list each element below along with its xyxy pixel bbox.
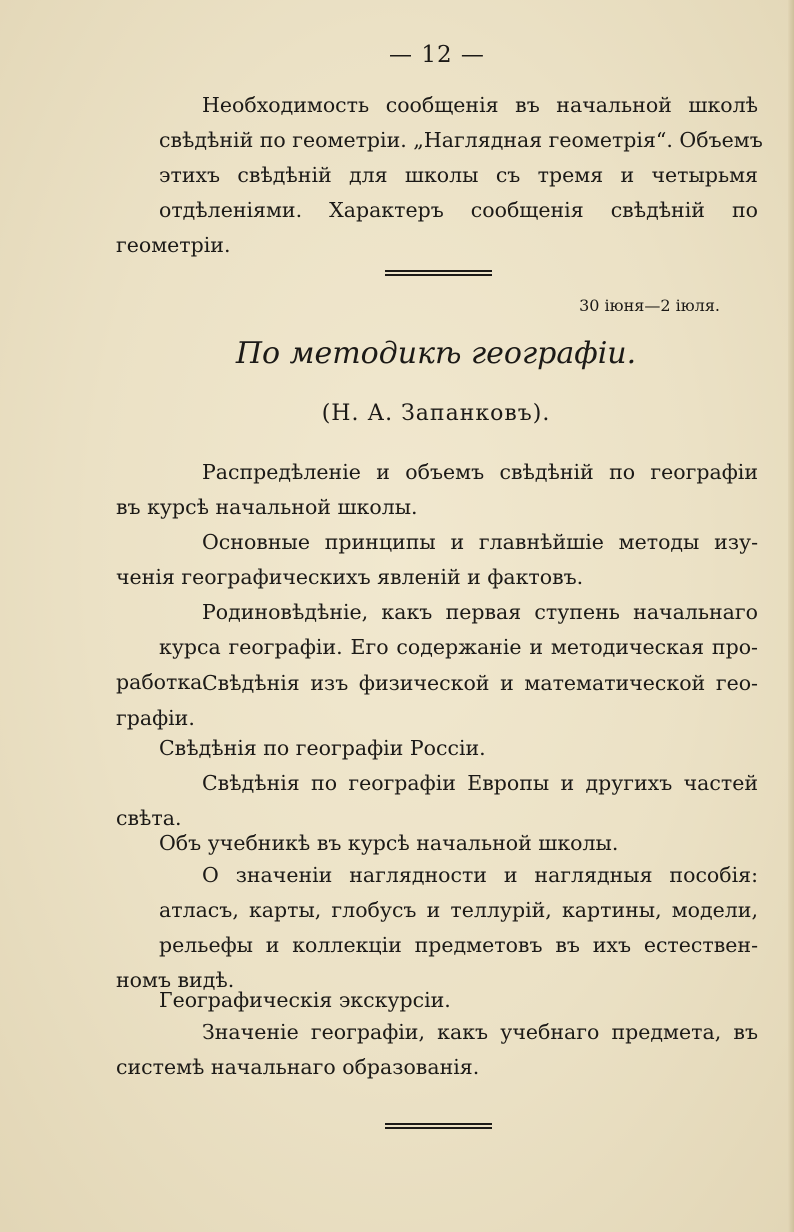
- topic-paragraph: [116, 1015, 758, 1085]
- text-line: Основные принципы и главнѣйшіе методы изу-: [202, 530, 758, 554]
- topic-paragraph: [116, 826, 758, 861]
- text-line: отдѣленіями. Характеръ сообщенія свѣдѣній по: [159, 198, 758, 222]
- section-author: (Н. А. Запанковъ).: [321, 401, 551, 426]
- end-divider: [385, 1123, 492, 1129]
- page-number: — 12 —: [389, 42, 485, 68]
- text-line: геометріи.: [116, 233, 231, 257]
- text-line: Свѣдѣнія изъ физической и математической гео-: [202, 671, 758, 695]
- text-line: свѣдѣній по геометріи. „Наглядная геометрія“. Объемъ: [159, 128, 763, 152]
- page-edge: [788, 0, 794, 1232]
- section-divider: [385, 270, 492, 276]
- text-line: Географическія экскурсіи.: [159, 988, 451, 1012]
- text-line: Необходимость сообщенія въ начальной школѣ: [202, 93, 758, 117]
- topic-paragraph: [116, 525, 758, 595]
- text-line: этихъ свѣдѣній для школы съ тремя и четырьмя: [159, 163, 758, 187]
- text-line: системѣ начальнаго образованія.: [116, 1055, 480, 1079]
- text-line: въ курсѣ начальной школы.: [116, 495, 418, 519]
- topic-paragraph: [116, 731, 758, 766]
- lecture-date: 30 іюня—2 іюля.: [579, 296, 720, 315]
- text-line: Объ учебникѣ въ курсѣ начальной школы.: [159, 831, 619, 855]
- text-line: Значеніе географіи, какъ учебнаго предмета, въ: [202, 1020, 758, 1044]
- topic-paragraph: [116, 666, 758, 736]
- text-line: Распредѣленіе и объемъ свѣдѣній по географіи: [202, 460, 758, 484]
- text-line: номъ видѣ.: [116, 968, 235, 992]
- intro-paragraph: [116, 88, 763, 263]
- text-line: О значеніи наглядности и наглядныя пособія:: [202, 863, 758, 887]
- topic-paragraph: [116, 455, 758, 525]
- text-line: курса географіи. Его содержаніе и методическая про-: [159, 635, 758, 659]
- text-line: Родиновѣдѣніе, какъ первая ступень начальнаго: [202, 600, 758, 624]
- text-line: Свѣдѣнія по географіи Европы и другихъ частей: [202, 771, 758, 795]
- text-line: свѣта.: [116, 806, 182, 830]
- topic-paragraph: [116, 858, 758, 998]
- text-line: ченія географическихъ явленій и фактовъ.: [116, 565, 584, 589]
- topic-paragraph: [116, 983, 758, 1018]
- text-line: Свѣдѣнія по географіи Россіи.: [159, 736, 486, 760]
- text-line: рельефы и коллекціи предметовъ въ ихъ естествен-: [159, 933, 758, 957]
- section-title: По методикѣ географіи.: [235, 336, 637, 371]
- text-line: атласъ, карты, глобусъ и теллурій, картины, модели,: [159, 898, 758, 922]
- text-line: работка.: [116, 670, 209, 694]
- text-line: графіи.: [116, 706, 195, 730]
